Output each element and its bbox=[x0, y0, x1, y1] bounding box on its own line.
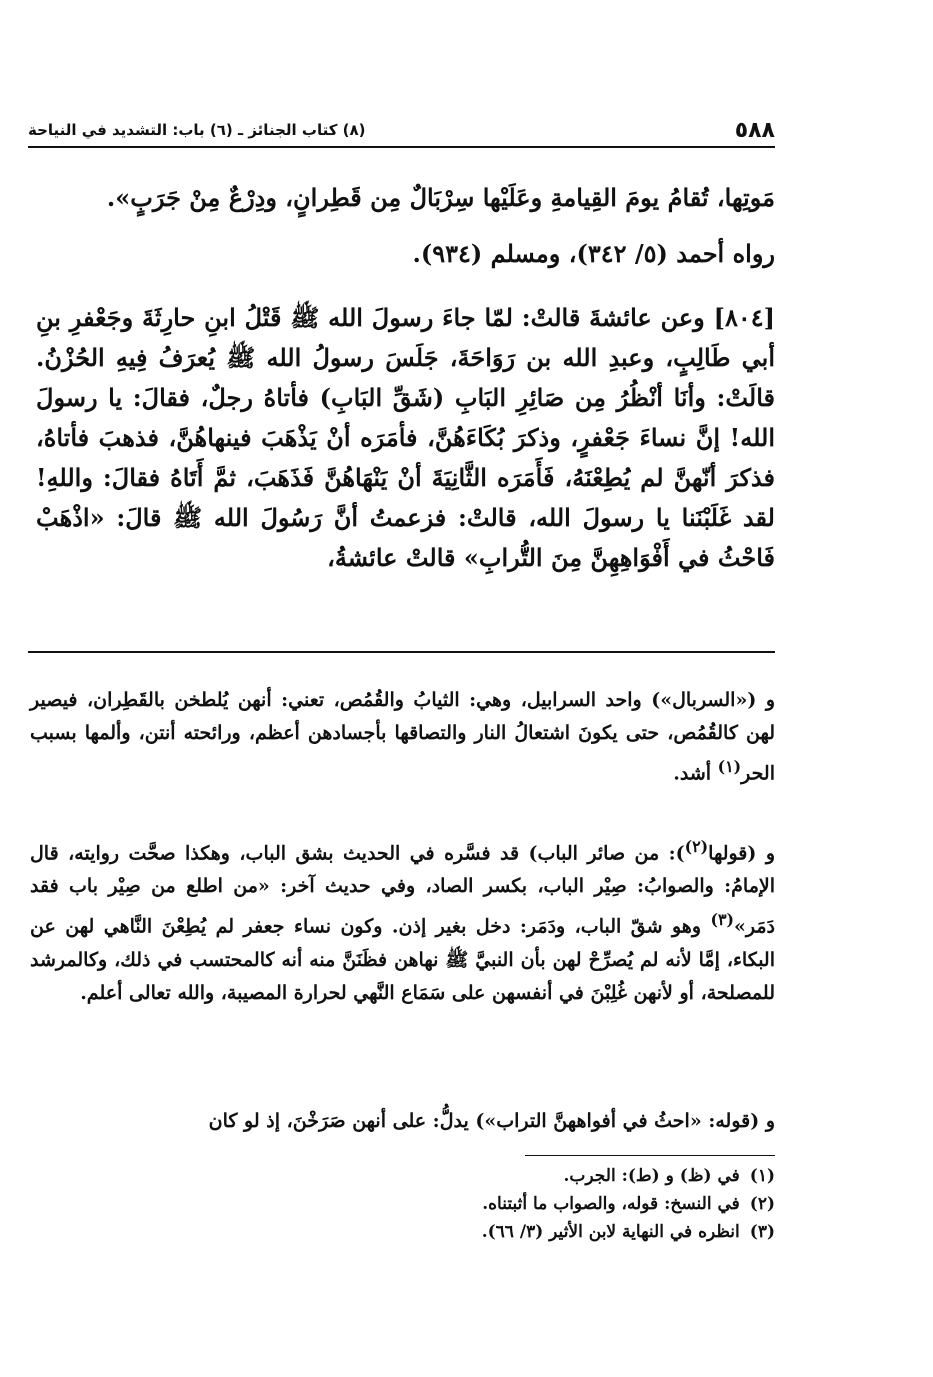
footnote-1 bbox=[30, 1162, 775, 1190]
footnote-ref: (٢) bbox=[684, 837, 709, 856]
commentary-divider bbox=[28, 651, 775, 653]
running-title: (٨) كتاب الجنائز ـ (٦) باب: التشديد في النياحة bbox=[28, 121, 366, 139]
commentary-text: أشد. bbox=[673, 762, 718, 785]
footnote-number: (٢) bbox=[749, 1194, 775, 1214]
footnote-text: في النسخ: قوله، والصواب ما أثبتناه. bbox=[482, 1194, 740, 1214]
footnote-2 bbox=[30, 1190, 775, 1218]
footnotes bbox=[30, 1162, 775, 1246]
commentary-text: و (قولها bbox=[708, 842, 776, 865]
commentary-paragraph-3: و (قوله: «احثُ في أفواههنَّ التراب») يدلُّ: على أنهن صَرَخْنَ، إذ لو كان bbox=[208, 1110, 775, 1132]
footnote-number: (١) bbox=[749, 1166, 775, 1186]
footnote-ref: (١) bbox=[717, 757, 742, 776]
footnote-number: (٣) bbox=[749, 1222, 775, 1242]
page-number: ٥٨٨ bbox=[734, 117, 775, 143]
hadith-takhrij: رواه أحمد (٥/ ٣٤٢)، ومسلم (٩٣٤). bbox=[412, 239, 775, 268]
footnote-text: انظره في النهاية لابن الأثير (٣/ ٦٦). bbox=[481, 1222, 740, 1242]
commentary-paragraph-1 bbox=[30, 684, 775, 790]
page-header bbox=[28, 116, 775, 144]
footnote-ref: (٣) bbox=[710, 910, 734, 930]
hadith-continuation: مَوتِها، تُقامُ يومَ القِيامةِ وعَلَيْها سِرْبَالٌ مِن قَطِرانٍ، ودِرْعٌ مِنْ جَرَبٍ». bbox=[106, 183, 775, 212]
hadith-804: [٨٠٤] وعن عائشةَ قالتْ: لمّا جاءَ رسولَ الله ﷺ قَتْلُ ابنِ حارِثَةَ وجَعْفرِ بنِ أبي طَالِبٍ، وعبدِ الله بن رَوَاحَةَ، جَلَسَ رسولُ الله ﷺ يُعرَفُ فِيهِ الحُزْنُ. قالَتْ: وأنَا أنْظُرُ مِن صَائِرِ البَابِ (شَقِّ البَابِ) فأتاهُ رجلٌ، فقالَ: يا رسولَ الله! إنَّ نساءَ جَعْفرٍ، وذكرَ بُكَاءَهُنَّ، فأمَرَه أنْ يَذْهَبَ فينهاهُنَّ، فذهبَ فأتاهُ، فذكرَ أنّهنَّ لم يُطِعْنَهُ، فَأَمَرَه الثَّانِيَةَ أنْ يَنْهَاهُنَّ فَذَهَبَ، ثمَّ أَتَاهُ فقالَ: واللهِ! لقد غَلَبْنَنا يا رسولَ الله، قالتْ: فزعمتُ أنَّ رَسُولَ الله ﷺ قالَ: «اذْهَبْ فَاحْثُ في أَفْوَاهِهِنَّ مِنَ التُّرابِ» قالتْ عائشةُ، bbox=[36, 303, 775, 572]
header-rule bbox=[28, 146, 775, 148]
footnote-text: في (ظ) و (ط): الجرب. bbox=[563, 1166, 740, 1186]
commentary-text: وهو شقّ الباب، ودَمَر: دخل بغير إذن. وكون نساء جعفر لم يُطِعْنَ النَّاهي لهن عن البكاء، إمَّا لأنه لم يُصرِّحْ لهن بأن النبيَّ ﷺ نهاهن فظَنَنَّ منه أنه كالمحتسب في ذلك، وكالمرشد للمصلحة، أو لأنهن غُلِبْنَ في أنفسهن على سَمَاع النَّهي لحرارة المصيبة، والله تعالى أعلم. bbox=[30, 915, 775, 1004]
commentary-paragraph-2 bbox=[30, 830, 775, 1010]
footnote-rule bbox=[525, 1155, 775, 1156]
footnote-3 bbox=[30, 1218, 775, 1246]
commentary-text: ): من صائر الباب) قد فسَّره في الحديث بشق الباب، وهكذا صحَّت روايته، قال الإمامُ: والصوابُ: صِيْر الباب، بكسر الصاد، وفي حديث آخر: «من اطلع من صِيْر باب فقد دَمَر» bbox=[30, 842, 775, 938]
commentary-text: و («السربال») واحد السرابيل، وهي: الثيابُ والقُمُص، تعني: أنهن يُلطخن بالقَطِران، فيصير لهن كالقُمُص، حتى يكونَ اشتعالُ النار والتصاقها بأجسادهن أعظم، ورائحته أنتن، وألمها بسبب الحر bbox=[30, 689, 775, 785]
